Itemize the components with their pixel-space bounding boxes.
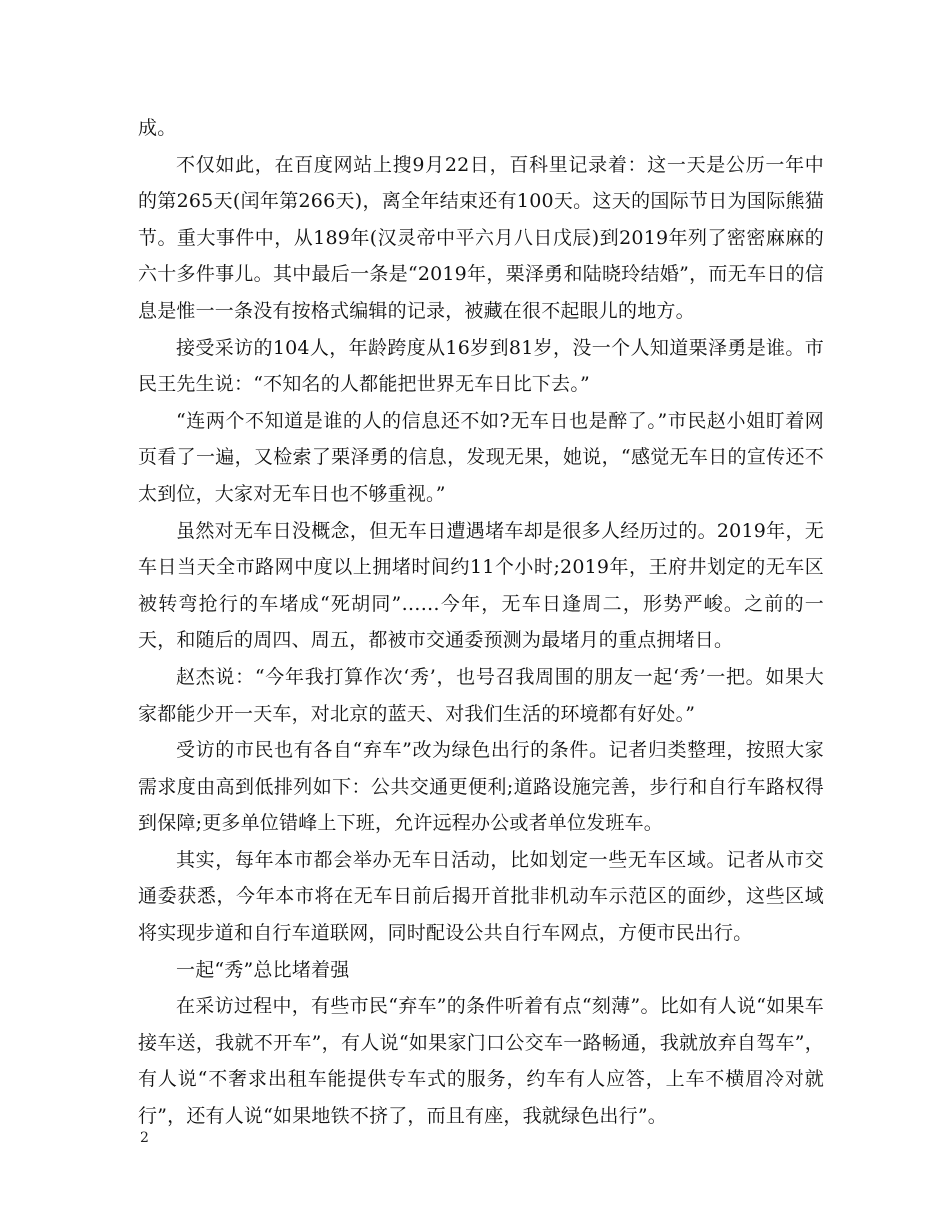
paragraph: 在采访过程中，有些市民“弃车”的条件听着有点“刻薄”。比如有人说“如果车接车送，我就不开车”，有人说“如果家门口公交车一路畅通，我就放弃自驾车”，有人说“不奢求出租车能提供专车式的服务，约车有人应答，上车不横眉冷对就行”，还有人说“如果地铁不挤了，而且有座，我就绿色出行”。 — [138, 995, 824, 1128]
paragraph: 赵杰说：“今年我打算作次‘秀’，也号召我周围的朋友一起‘秀’一把。如果大家都能少开一天车，对北京的蓝天、对我们生活的环境都有好处。” — [138, 665, 824, 725]
section-heading: 一起“秀”总比堵着强 — [176, 958, 350, 981]
paragraph: 接受采访的104人，年龄跨度从16岁到81岁，没一个人知道栗泽勇是谁。市民王先生说：“不知名的人都能把世界无车日比下去。” — [138, 336, 824, 396]
paragraph: 成。 — [138, 117, 177, 139]
paragraph: “连两个不知道是谁的人的信息还不如?无车日也是醉了。”市民赵小姐盯着网页看了一遍，又检索了栗泽勇的信息，发现无果，她说，“感觉无车日的宣传还不太到位，大家对无车日也不够重视。” — [138, 409, 824, 505]
paragraph: 受访的市民也有各自“弃车”改为绿色出行的条件。记者归类整理，按照大家需求度由高到低排列如下：公共交通更便利;道路设施完善，步行和自行车路权得到保障;更多单位错峰上下班，允许远程办公或者单位发班车。 — [138, 739, 824, 835]
document-body — [138, 110, 824, 1135]
paragraph: 不仅如此，在百度网站上搜9月22日，百科里记录着：这一天是公历一年中的第265天(闰年第266天)，离全年结束还有100天。这天的国际节日为国际熊猫节。重大事件中，从189年(汉灵帝中平六月八日戊辰)到2019年列了密密麻麻的六十多件事儿。其中最后一条是“2019年，栗泽勇和陆晓玲结婚”，而无车日的信息是惟一一条没有按格式编辑的记录，被藏在很不起眼儿的地方。 — [138, 153, 824, 322]
paragraph: 虽然对无车日没概念，但无车日遭遇堵车却是很多人经历过的。2019年，无车日当天全市路网中度以上拥堵时间约11个小时;2019年，王府井划定的无车区被转弯抢行的车堵成“死胡同”……今年，无车日逢周二，形势严峻。之前的一天，和随后的周四、周五，都被市交通委预测为最堵月的重点拥堵日。 — [138, 519, 824, 652]
paragraph: 其实，每年本市都会举办无车日活动，比如划定一些无车区域。记者从市交通委获悉，今年本市将在无车日前后揭开首批非机动车示范区的面纱，这些区域将实现步道和自行车道联网，同时配设公共自行车网点，方便市民出行。 — [138, 848, 824, 945]
page-number: 2 — [140, 1130, 149, 1146]
